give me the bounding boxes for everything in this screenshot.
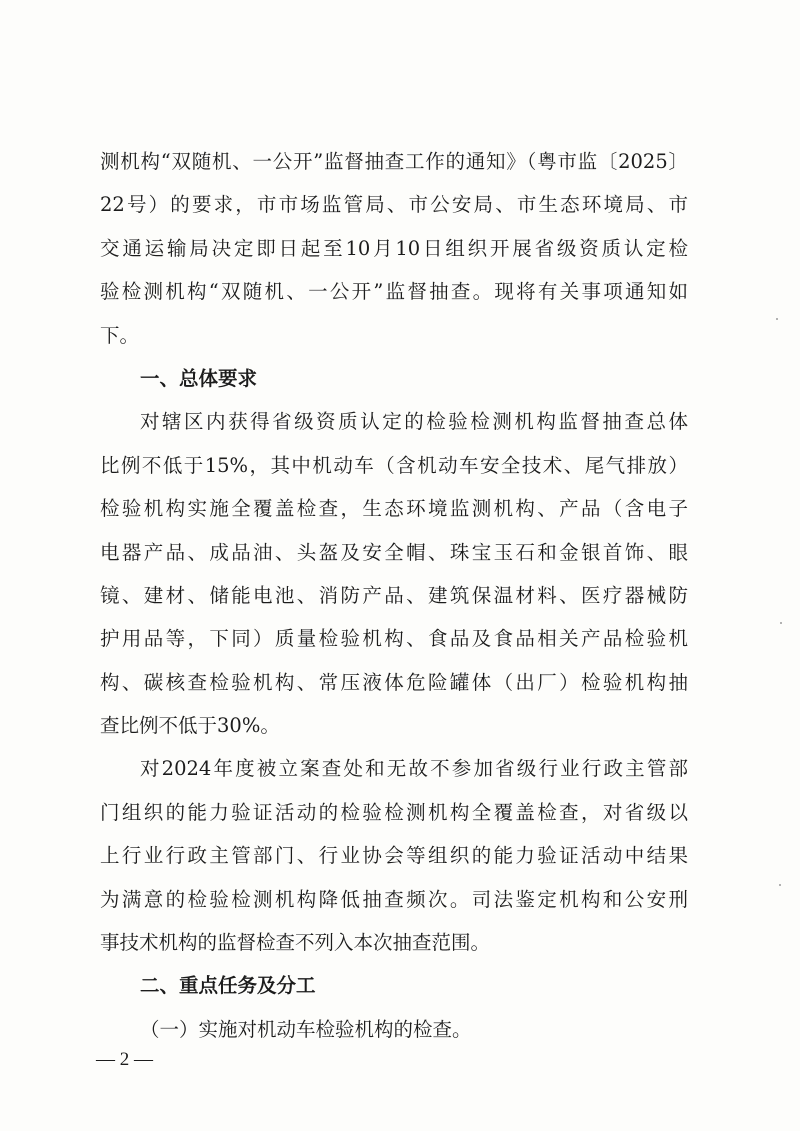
body-line: 事技术机构的监督检查不列入本次抽查范围。: [100, 931, 491, 955]
body-line: 镜、建材、储能电池、消防产品、建筑保温材料、医疗器械防: [100, 583, 688, 607]
body-line: 下。: [100, 323, 140, 347]
page-number: — 2 —: [96, 1049, 153, 1070]
body-line: 测机构“双随机、一公开”监督抽查工作的通知》（粤市监〔2025〕: [100, 150, 688, 173]
section-heading: 一、总体要求: [140, 366, 258, 390]
body-line: 验检测机构“双随机、一公开”监督抽查。现将有关事项通知如: [100, 280, 688, 304]
body-line: 上行业行政主管部门、行业协会等组织的能力验证活动中结果: [100, 844, 688, 868]
body-line: 为满意的检验检测机构降低抽查频次。司法鉴定机构和公安刑: [100, 887, 688, 911]
body-line: 查比例不低于30%。: [100, 714, 280, 738]
document-body: [100, 140, 688, 1051]
body-line: 门组织的能力验证活动的检验检测机构全覆盖检查，对省级以: [100, 800, 688, 824]
body-line: 对2024年度被立案查处和无故不参加省级行业行政主管部: [140, 757, 688, 781]
scan-speck: [776, 318, 778, 320]
body-line: 22号）的要求，市市场监管局、市公安局、市生态环境局、市: [100, 193, 688, 217]
body-line: 护用品等，下同）质量检验机构、食品及食品相关产品检验机: [100, 627, 688, 651]
scan-speck: [779, 884, 781, 886]
body-line: 对辖区内获得省级资质认定的检验检测机构监督抽查总体: [140, 410, 688, 434]
body-line: 检验机构实施全覆盖检查，生态环境监测机构、产品（含电子: [100, 497, 688, 521]
scan-speck: [780, 622, 782, 624]
body-line: 构、碳核查检验机构、常压液体危险罐体（出厂）检验机构抽: [100, 670, 688, 694]
body-line: 电器产品、成品油、头盔及安全帽、珠宝玉石和金银首饰、眼: [100, 540, 688, 564]
body-line: 比例不低于15%，其中机动车（含机动车安全技术、尾气排放）: [100, 453, 688, 477]
subsection-heading: （一）实施对机动车检验机构的检查。: [140, 1017, 472, 1041]
body-line: 交通运输局决定即日起至10月10日组织开展省级资质认定检: [100, 236, 688, 260]
section-heading: 二、重点任务及分工: [140, 974, 316, 998]
